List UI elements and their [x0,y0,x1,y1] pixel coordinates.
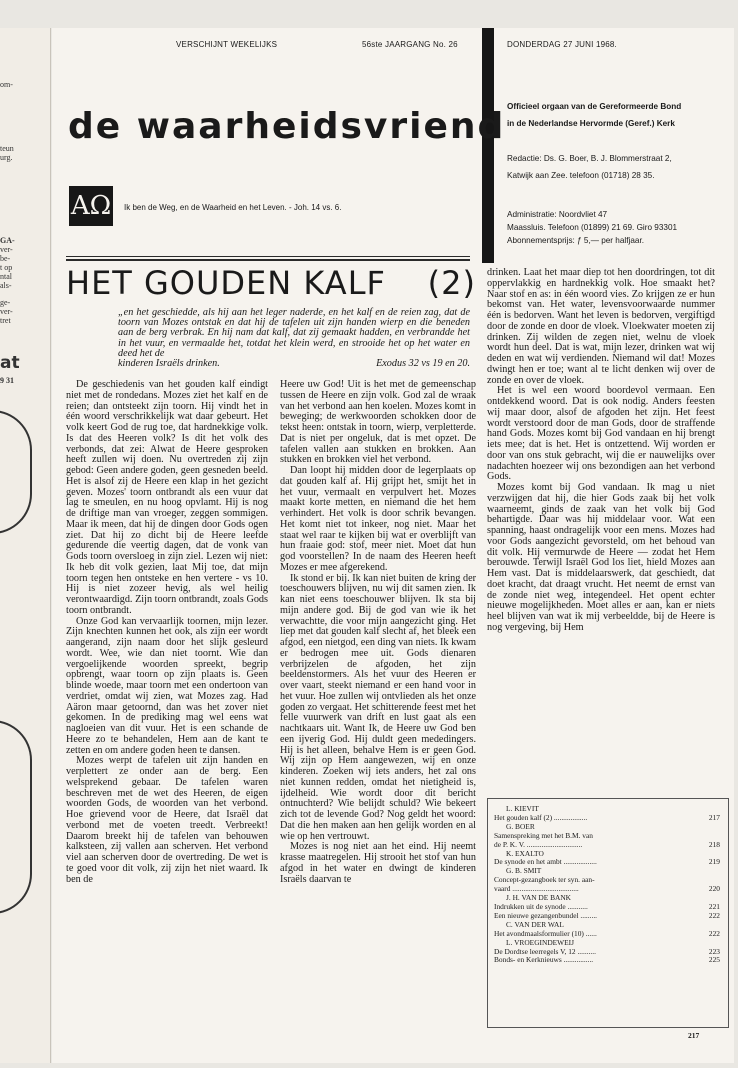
toc-entry-page: 220 [708,884,720,894]
editor-info: Redactie: Ds. G. Boer, B. J. Blommerstraat 2, Katwijk aan Zee. telefoon (01718) 28 35. [507,154,672,180]
toc-entry-page: 219 [708,857,720,867]
newspaper-page [52,28,734,1063]
toc-entry [494,876,720,885]
masthead-title: de waarheidsvriend [68,106,506,147]
alpha-omega-logo: ΑΩ [69,186,113,226]
toc-entry-title: Indrukken uit de synode ........... [494,902,588,911]
official-organ: Officieel orgaan van de Gereformeerde Bond in de Nederlandse Hervormde (Geref.) Kerk [507,102,682,128]
prev-fragment: ver- [0,307,13,316]
prev-fragment: ge- [0,298,11,307]
prev-fragment: at [0,353,20,373]
administration-info: Administratie: Noordvliet 47 Maassluis. Telefoon (01899) 21 69. Giro 93301 Abonnementsprijs: ƒ 5,— per halfjaar. [507,210,678,245]
prev-fragment: t op [0,263,13,272]
toc-author: J. H. VAN DE BANK [506,893,572,903]
paragraph: Mozes werpt de tafelen uit zijn handen en verplettert ze onder aan de berg. Een welsprekend gebaar. De tafelen waren beschreven met de wet des Heeren, de eigen woorden Gods, de woorden van het verbond. Hoe grievend voor de Heere, dat Israël dat verbond met de voeten treedt. Verbreekt! Daarom breekt hij de tafelen van behouwen kalksteen, zij vallen aan scherven. Het verbond viel aan scherven door de overtreding. De wet is te goed voor dit volk, zij zijn het niet waard. Ik ben de [66,755,268,885]
toc-entry-title: Concept-gezangboek ter syn. aan- [494,876,595,885]
prev-fragment: om- [0,80,13,89]
toc-author: K. EXALTO [506,848,544,858]
paragraph: Dan loopt hij midden door de legerplaats op dat gouden kalf af. Hij grijpt het, smijt het in het vuur, vermaalt en verpulvert het. Mozes maakt korte metten, en niemand die het hem verhindert. Het volk is door schrik bevangen. Het komt niet tot inkeer, nog niet. Maar het staat wel raar te kijken bij wat er overblijft van hun fraaie god: stof, meer niet. Moet dat hun god voorstellen? In de naam des Heeren heeft Mozes er mee afgerekend. [280,465,476,573]
article-title-text: HET GOUDEN KALF [66,264,386,302]
toc-entry-page: 218 [708,839,720,849]
prev-fragment: als- [0,281,12,290]
toc-entry [494,903,720,912]
paragraph: Mozes komt bij God vandaan. Ik mag u niet verzwijgen dat hij, die hier Gods zaak bij het volk waarneemt, ginds de zaak van het volk bij God behartigde. Daar was hij middelaar voor. Wat een spanning, haast ondragelijk voor een mens. Mozes had voor Gods aangezicht gevorsteld, om het behoud van dit volk. Hij vermurwde de Heere — zodat het Hem berouwde. Terwijl Israël God los liet, hield Mozes aan Hem vast. Dat is middelaarswerk, dat geschiedt, dat doet kracht, dat draagt vrucht. Het neemt de ernst van de zonde niet weg, integendeel. Het opent echter nieuwe mogelijkheden. Moet alles er aan, kan er niets heel blijven van wat ik mij verbeeldde, bij de Heere is nog vergeving, bij Hem [487,482,715,633]
toc-entry-page: 222 [708,910,720,920]
toc-entry-title: Een nieuwe gezangenbundel ......... [494,911,598,920]
paragraph: De geschiedenis van het gouden kalf eindigt niet met de rondedans. Mozes ziet het kalf en de reien; dan ontsteekt zijn toorn. Hij vindt het in één woord verschrikkelijk wat daar gebeurt. Het volk keert God de rug toe, dat hardnekkige volk. Is dat des Heeren volk? Is dit het volk des verbonds, dat zei: Alwat de Heere gesproken heeft zullen wij doen. Nu overtreden zij zijn gebod: Geen andere goden, geen gesneden beeld. Het is alsof zij de Heere een klap in het gezicht geven. Mozes' toorn ontbrandt als een vuur dat lag te smeulen, en nu hoog opvlamt. Hij is nog de driftige man van vroeger, zeggen sommigen. Maar ik meen, dat hij de dingen door Gods ogen ziet. Dat hij zo dicht bij de Heere leefde gedurende die veertig dagen, dat de vonk van Gods toorn oversloeg in zijn ziel. Lezen wij niet: Ik heb dit volk gezien, laat Mij toe, dat mijn toorn tegen hen ontsteke en hen vertere - vs 10. Hij is niet zozeer hevig, als wel heilig verontwaardigd. Zijn toorn ontbrandt, zoals Gods toorn ontbrandt. [66,379,268,616]
header-rule [66,259,470,261]
header-rule [66,256,470,257]
toc-author: G. BOER [506,821,535,831]
toc-entry-page: 221 [708,901,720,911]
prev-decor-arc [0,720,32,914]
toc-entry-title: Het avondmaalsformulier (10) ...... [494,929,597,938]
frequency-line: VERSCHIJNT WEKELIJKS [176,40,278,49]
toc-entry-page: 225 [708,955,720,965]
toc-author: L. KIEVIT [506,804,539,813]
toc-author: C. VAN DER WAL [506,919,564,929]
article-column-3 [487,268,715,634]
prev-fragment: urg. [0,153,13,162]
prev-fragment: ver- [0,245,13,254]
toc-entry-title: de P. K. V. .............................. [494,840,583,849]
paragraph: drinken. Laat het maar diep tot hen doordringen, tot dit oppervlakkig en hardnekkig volk. Hoe smaakt het? Naar stof en as: in één woord vies. Zo krijgen ze er hun bekomst van. Het water, levensvoorwaarde nummer één is bedorven. Want het leven is bedorven, vergiftigd door de zonde en door de vloek. Vloekwater moeten zij drinken. Zij wilden de zegen niet, welnu de vloek wordt hun deel. Dat is wat, mijn lezer, drinken wat wij deden en wat wij verdienden. Niemand wil dat! Mozes dwingt hen er toe; want al te licht denken wij over de zonde en over de vloek. [487,267,715,386]
toc-entry [494,832,720,841]
quote-reference: Exodus 32 vs 19 en 20. [376,358,470,370]
prev-fragment: GA- [0,236,15,245]
scripture-quote: „en het geschiedde, als hij aan het leger naderde, en het kalf en de reien zag, dat de toorn van Mozes ontstak en dat hij de tafelen uit zijn handen wierp en die beneden aan de berg verbrak. En hij nam dat kalf, dat zij gemaakt hadden, en verbrandde het in het vuur, en vermaalde het, totdat het klein werd, en strooide het op het water en deed het de kinderen Israëls drinken. Exodus 32 vs 19 en 20. [118,307,470,370]
toc-entry-page: 222 [708,928,720,938]
prev-decor-arc [0,410,32,534]
prev-fragment: tret [0,316,11,325]
paragraph: Heere uw God! Uit is het met de gemeenschap tussen de Heere en zijn volk. God zal de wraak van het verbond aan hen koelen. Mozes komt in beweging; de werkwoorden schokken door de tekst heen: ontstak in toorn, wierp, verpletterde. Dat is niet per ongeluk, dat is met opzet. De tafelen vallen aan stukken en brokken. Aan stukken en brokken viel het verbond. [280,379,476,466]
quote-last-line: kinderen Israëls drinken. [118,358,220,370]
motto: Ik ben de Weg, en de Waarheid en het Leven. - Joh. 14 vs. 6. [124,203,342,212]
paragraph: Het is wel een woord boordevol vermaan. Een ontdekkend woord. Dat is ook nodig. Anders feesten wij maar door, alsof de afgoden het zijn. Het feest wordt verstoord door de man Gods, door de straffende hand Gods. Mozes komt bij God vandaan en hij brengt iets mee; dat is het. Het is ontzettend. Wij worden er door van ons stuk gebracht, wij die er nauwelijks over nadachten hoezeer wij ons bezondigen aan het verbond Gods. [487,385,715,483]
toc-entry-title: Bonds- en Kerknieuws ................ [494,956,594,965]
toc-list [494,805,720,965]
volume-line: 56ste JAARGANG No. 26 [362,40,458,49]
toc-entry-title: De synode en het ambt .................. [494,858,597,867]
article-title [66,264,476,302]
prev-fragment: ntal [0,272,12,281]
toc-author: G. B. SMIT [506,866,542,876]
toc-author: L. VROEGINDEWEIJ [506,937,575,947]
toc-entry [494,956,720,965]
paragraph: Mozes is nog niet aan het eind. Hij neemt krasse maatregelen. Hij strooit het stof van hun afgod in het water en dwingt de kinderen Israëls daarvan te [280,841,476,885]
toc-entry-title: Samenspreking met het B.M. van [494,831,593,840]
paragraph: Ik stond er bij. Ik kan niet buiten de kring der toeschouwers blijven, nu wij dit samen zien. Ik kan niet eens toeschouwer blijven. Ik sta bij mijn andere god. Bij de god van wie ik het verwachtte, die voor mijn aangezicht ging. Het liep met dat gouden kalf slecht af, het bleek een afgod, een nietgod, een ding van niets. Ik kwam er bedrogen mee uit. Gods dienaren verbrijzelen de afgoden, het zijn beeldenstormers. Als het vuur des Heeren er over vaart, steekt niemand er een hand voor in het vuur. Hoe zullen wij ontvlieden als het onze goden zo vergaat. Het schitterende feest met het felle vuurwerk van drift en lust gaat als een nachtkaars uit. Want Ik, de Heere uw God ben een ijverig God. Hij duldt geen mededingers. Hij is het alleen, behalve Hem is er geen God. Wij zijn op Hem aangewezen, wij en onze kinderen. Zoeken wij iets anders, het zal ons niet kunnen redden, omdat het nietigheid is, ijdelheid. Wie wordt door dit bericht ontnuchterd? Wie belijdt schuld? Wie bekeert zich tot de levende God? Nog geldt het woord: Dat die hen maken aan hen gelijk worden en al wie op hen vertrouwt. [280,572,476,842]
toc-entry [494,948,720,957]
paragraph: Onze God kan vervaarlijk toornen, mijn lezer. Zijn knechten kunnen het ook, als zijn eer wordt aangerand, zijn naam door het slijk gesleurd wordt. Wee, wie dan niet toornt. Wie dan vergoelijkende woorden spreekt, begrip opbrengt, waar toorn op zijn plaats is. Geen blinde woede, maar toorn met een ondertoon van verdriet, omdat wij zien, wat Mozes zag. Had Aäron maar getoornd, dan was het zover niet gekomen. In de prediking mag wel eens wat nagloeien van dit vuur. Het is een schande de Heere zo te behandelen, Hem aan de kant te zetten en om andere goden heen te dansen. [66,615,268,756]
toc-entry-title: vaard .................................... [494,885,579,894]
article-part-number: (2) [427,264,476,302]
toc-entry-title: De Dordtse leerregels V, 12 .......... [494,947,596,956]
page-number: 217 [688,1031,700,1040]
prev-fragment: teun [0,144,14,153]
prev-fragment: 9 31 [0,376,14,385]
article-column-1 [66,380,268,885]
toc-entry-page: 223 [708,946,720,956]
toc-entry-page: 217 [708,812,720,822]
date-line: DONDERDAG 27 JUNI 1968. [507,40,617,49]
prev-fragment: be- [0,254,11,263]
table-of-contents [487,798,729,1028]
article-column-2 [280,380,476,885]
previous-page-edge [0,28,51,1063]
toc-entry-title: Het gouden kalf (2) .................. [494,813,588,822]
